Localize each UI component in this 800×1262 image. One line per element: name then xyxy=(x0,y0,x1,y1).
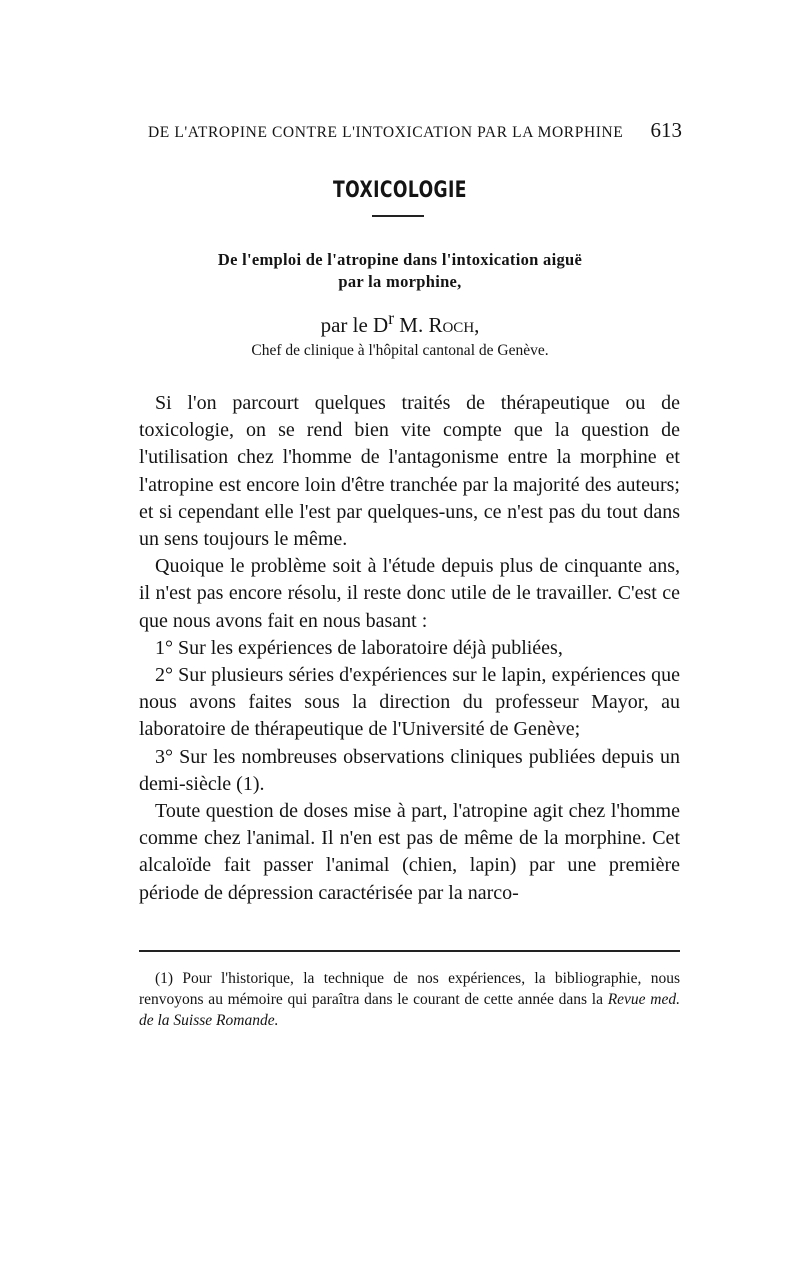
author-name: M. Roch, xyxy=(394,313,480,337)
running-header xyxy=(148,118,682,143)
body-paragraph: Si l'on parcourt quelques traités de thérapeutique ou de toxicologie, on se rend bien vite compte que la question de l'utilisation chez l'homme de l'antagonisme entre la morphine et l'atropine est encore loin d'être tranchée par la majorité des auteurs; et si cependant elle l'est par quelques-uns, ce n'est pas du tout dans un sens toujours le même. xyxy=(139,392,680,551)
body-paragraph: 2° Sur plusieurs séries d'expériences sur le lapin, expériences que nous avons faites sous la direction du professeur Mayor, au laboratoire de thérapeutique de l'Université de Genève; xyxy=(139,664,680,741)
body-paragraph: 3° Sur les nombreuses observations cliniques publiées depuis un demi-siècle (1). xyxy=(139,745,680,795)
author-affiliation: Chef de clinique à l'hôpital cantonal de Genève. xyxy=(251,342,549,359)
article-body xyxy=(139,390,680,907)
footnote-text: (1) Pour l'historique, la technique de nos expériences, la bibliographie, nous renvoyons au mémoire qui paraîtra dans le courant de cette année dans la xyxy=(139,970,680,1008)
article-title-line-1: De l'emploi de l'atropine dans l'intoxication aiguë xyxy=(217,250,583,269)
title-rule xyxy=(372,215,424,217)
footnote-paragraph xyxy=(139,968,680,1031)
body-paragraph: Quoique le problème soit à l'étude depuis plus de cinquante ans, il n'est pas encore résolu, il reste donc utile de le travailler. C'est ce que nous avons fait en nous basant : xyxy=(139,555,680,632)
article-title-line-2: par la morphine, xyxy=(338,272,462,291)
author-line xyxy=(0,308,800,338)
section-title: TOXICOLOGIE xyxy=(333,178,467,203)
page-number: 613 xyxy=(650,118,682,142)
running-title: DE L'ATROPINE CONTRE L'INTOXICATION PAR LA MORPHINE xyxy=(148,124,624,141)
author-prefix: par le D xyxy=(320,313,389,337)
body-paragraph: Toute question de doses mise à part, l'atropine agit chez l'homme comme chez l'animal. Il n'en est pas de même de la morphine. Cet alcaloïde fait passer l'animal (chien, lapin) par une première période de dépression caractérisée par la narco- xyxy=(139,800,680,904)
footnote-rule xyxy=(139,950,680,952)
author-prefix-sup: r xyxy=(388,308,395,328)
footnote xyxy=(139,968,680,1031)
footnote-journal: Revue med. de la Suisse Romande. xyxy=(139,991,680,1029)
body-paragraph: 1° Sur les expériences de laboratoire déjà publiées, xyxy=(155,636,563,659)
